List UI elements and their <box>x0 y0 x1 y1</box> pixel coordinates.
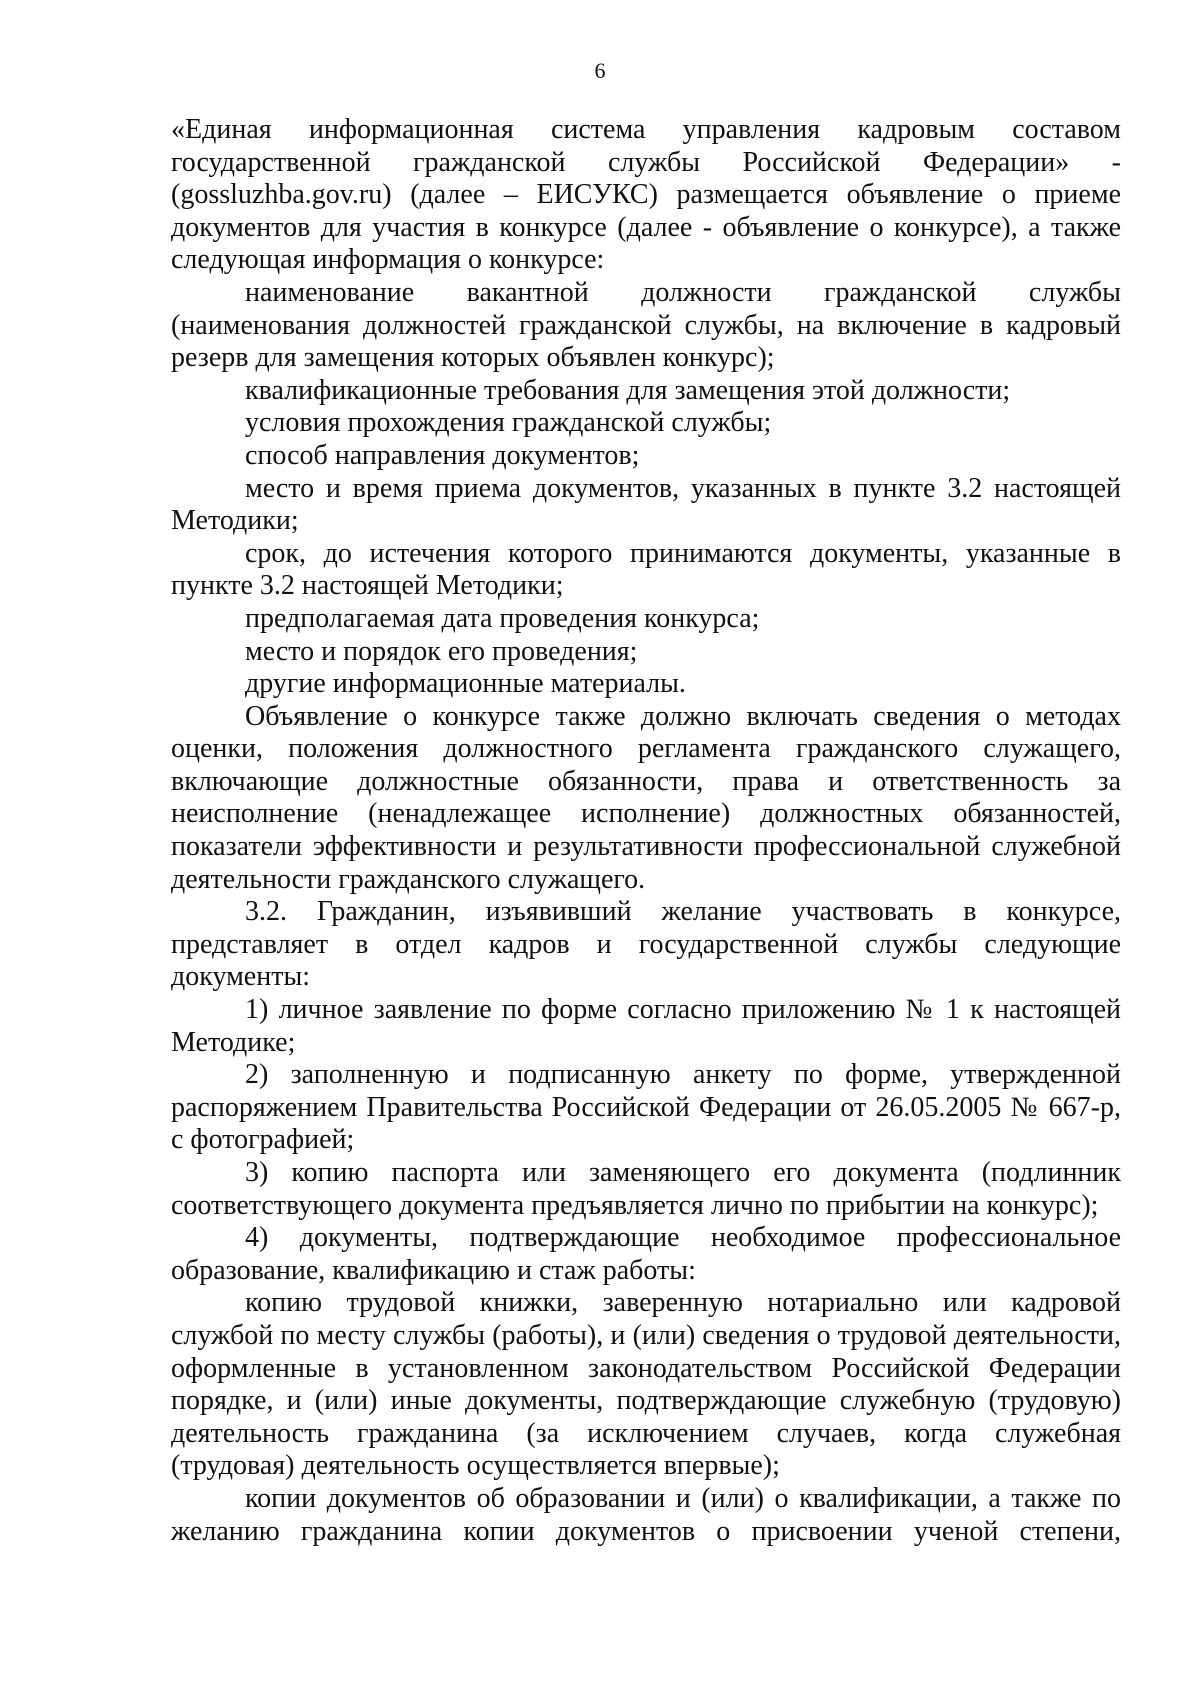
paragraph: срок, до истечения которого принимаются документы, указанные в пункте 3.2 настоящей Методики; <box>171 537 1121 602</box>
document-body <box>171 114 1121 1548</box>
paragraph: место и порядок его проведения; <box>245 635 638 667</box>
paragraph: 4) документы, подтверждающие необходимое профессиональное образование, квалификацию и стаж работы: <box>171 1222 1121 1286</box>
paragraph: 1) личное заявление по форме согласно приложению № 1 к настоящей Методике; <box>171 994 1121 1058</box>
paragraph: другие информационные материалы. <box>245 668 686 700</box>
paragraph: копии документов об образовании и (или) о квалификации, а также по желанию гражданина копии документов о присвоении ученой степени, <box>171 1482 1121 1547</box>
paragraph: Объявление о конкурсе также должно включать сведения о методах оценки, положения должностного регламента гражданского служащего, включающие должностные обязанности, права и ответственность за неисполнение (ненадлежащее исполнение) должностных обязанностей, показатели эффективности и результативности профессиональной служебной деятельности гражданского служащего. <box>171 700 1121 895</box>
paragraph: наименование вакантной должности гражданской службы (наименования должностей гражданской службы, на включение в кадровый резерв для замещения которых объявлен конкурс); <box>171 276 1121 374</box>
paragraph: 3.2. Гражданин, изъявивший желание участвовать в конкурсе, представляет в отдел кадров и государственной службы следующие документы: <box>171 896 1121 993</box>
page-number: 6 <box>594 58 606 83</box>
paragraph: «Единая информационная система управления кадровым составом государственной гражданской службы Российской Федерации» - (gossluzhba.gov.ru) (далее – ЕИСУКС) размещается объявление о приеме документов для участия в конкурсе (далее - объявление о конкурсе), а также следующая информация о конкурсе: <box>171 114 1121 276</box>
paragraph: предполагаемая дата проведения конкурса; <box>245 602 760 634</box>
paragraph: место и время приема документов, указанных в пункте 3.2 настоящей Методики; <box>171 472 1121 537</box>
paragraph: копию трудовой книжки, заверенную нотариально или кадровой службой по месту службы (работы), и (или) сведения о трудовой деятельности, оформленные в установленном законодательством Российской Федерации порядке, и (или) иные документы, подтверждающие служебную (трудовую) деятельность гражданина (за исключением случаев, когда служебная (трудовая) деятельность осуществляется впервые); <box>171 1287 1121 1482</box>
paragraph: способ направления документов; <box>245 439 640 471</box>
paragraph: 2) заполненную и подписанную анкету по форме, утвержденной распоряжением Правительства Российской Федерации от 26.05.2005 № 667-р, с фотографией; <box>171 1059 1121 1156</box>
paragraph: квалификационные требования для замещения этой должности; <box>245 374 1011 406</box>
paragraph: условия прохождения гражданской службы; <box>245 407 772 439</box>
paragraph: 3) копию паспорта или заменяющего его документа (подлинник соответствующего документа предъявляется лично по прибытии на конкурс); <box>171 1157 1121 1221</box>
